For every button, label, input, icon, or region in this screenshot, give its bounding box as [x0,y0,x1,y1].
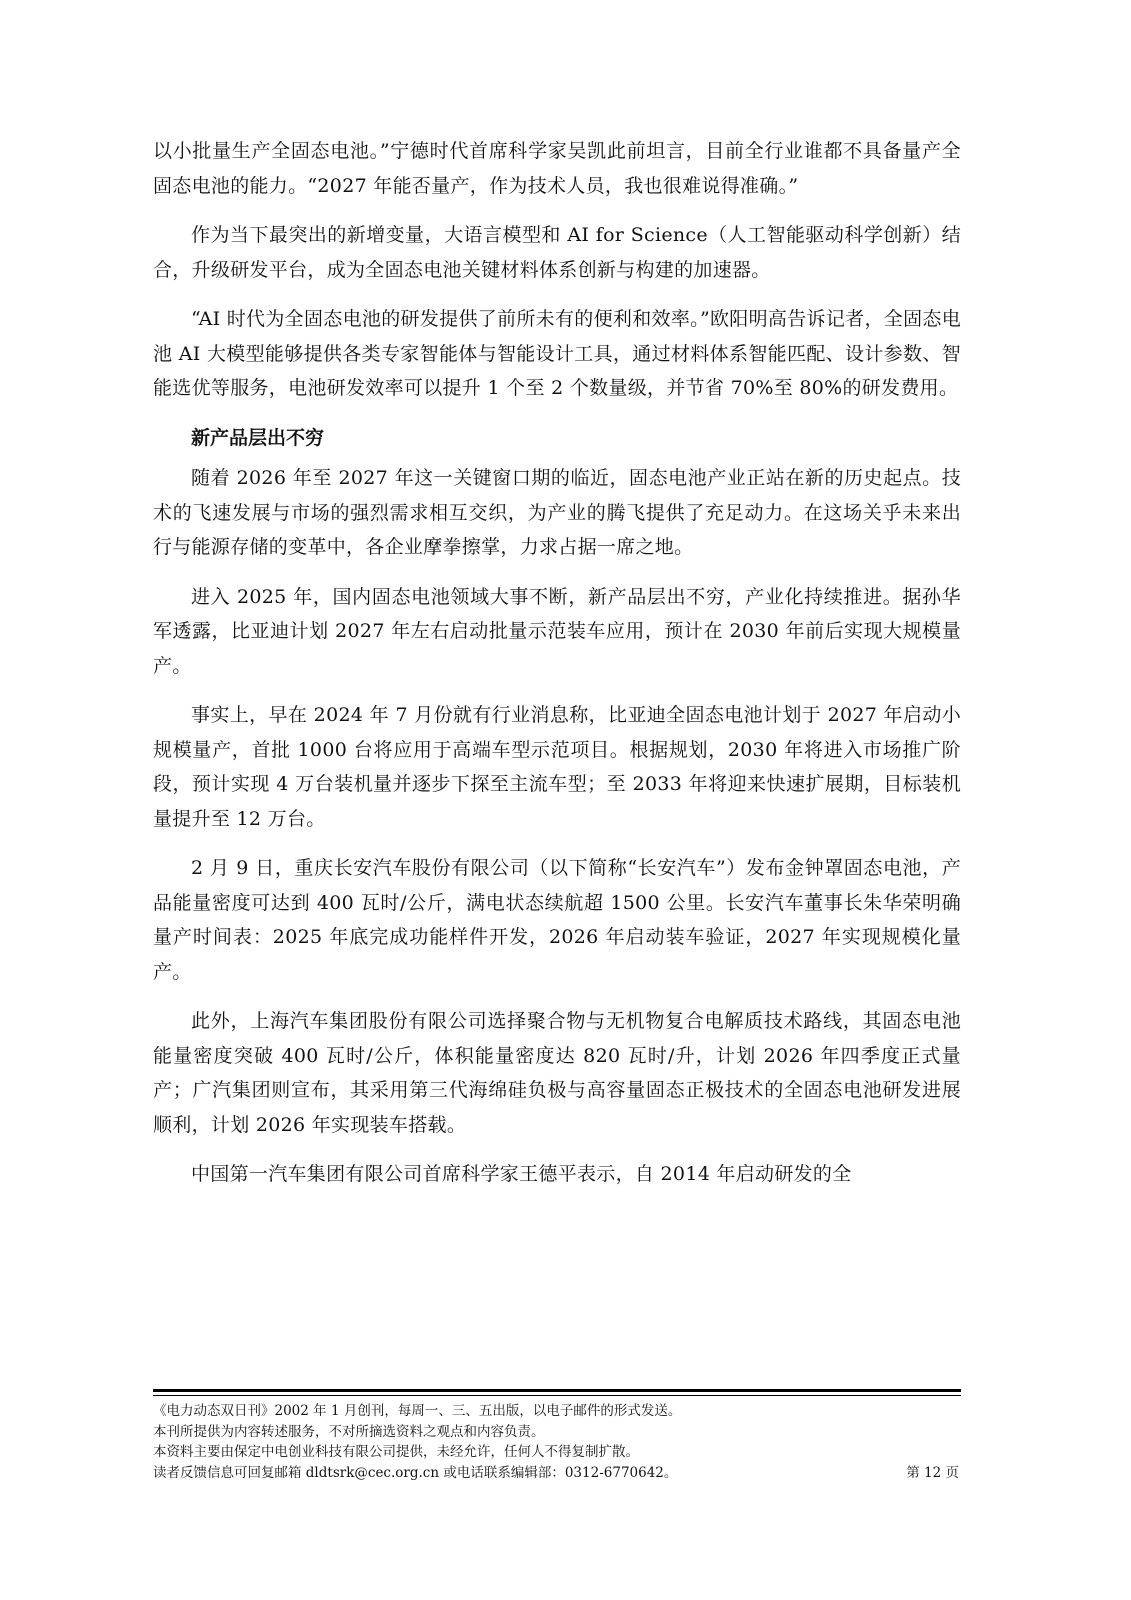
paragraph: 此外，上海汽车集团股份有限公司选择聚合物与无机物复合电解质技术路线，其固态电池能量密度突破 400 瓦时/公斤，体积能量密度达 820 瓦时/升，计划 2026 年四季度正式量产；广汽集团则宣布，其采用第三代海绵硅负极与高容量固态正极技术的全固态电池研发进展顺利，计划 2026 年实现装车搭载。 [153,1010,961,1136]
footer-divider-thick [153,1389,961,1392]
footer-publication-info: 《电力动态双日刊》2002 年 1 月创刊，每周一、三、五出版，以电子邮件的形式发送。 [153,1403,682,1419]
paragraph: 作为当下最突出的新增变量，大语言模型和 AI for Science（人工智能驱动科学创新）结合，升级研发平台，成为全固态电池关键材料体系创新与构建的加速器。 [153,224,961,281]
footer-contact-row [153,1463,961,1484]
paragraph: “AI 时代为全固态电池的研发提供了前所未有的便利和效率。”欧阳明高告诉记者，全固态电池 AI 大模型能够提供各类专家智能体与智能设计工具，通过材料体系智能匹配、设计参数、智能选优等服务，电池研发效率可以提升 1 个至 2 个数量级，并节省 70%至 80%的研发费用。 [153,308,961,399]
paragraph: 2 月 9 日，重庆长安汽车股份有限公司（以下简称“长安汽车”）发布金钟罩固态电池，产品能量密度可达到 400 瓦时/公斤，满电状态续航超 1500 公里。长安汽车董事长朱华荣明确量产时间表：2025 年底完成功能样件开发，2026 年启动装车验证，2027 年实现规模化量产。 [153,857,961,983]
paragraph-continuation: 以小批量生产全固态电池。”宁德时代首席科学家吴凯此前坦言，目前全行业谁都不具备量产全固态电池的能力。“2027 年能否量产，作为技术人员，我也很难说得准确。” [153,140,961,197]
article-body [153,134,961,1207]
paragraph: 中国第一汽车集团有限公司首席科学家王德平表示，自 2014 年启动研发的全 [191,1163,852,1185]
footer-copyright: 本资料主要由保定中电创业科技有限公司提供，未经允许，任何人不得复制扩散。 [153,1444,639,1460]
paragraph: 事实上，早在 2024 年 7 月份就有行业消息称，比亚迪全固态电池计划于 2027 年启动小规模量产，首批 1000 台将应用于高端车型示范项目。根据规划，2030 年将进入市场推广阶段，预计实现 4 万台装机量并逐步下探至主流车型；至 2033 年将迎来快速扩展期，目标装机量提升至 12 万台。 [153,704,961,830]
page-footer [153,1401,961,1483]
paragraph: 随着 2026 年至 2027 年这一关键窗口期的临近，固态电池产业正站在新的历史起点。技术的飞速发展与市场的强烈需求相互交织，为产业的腾飞提供了充足动力。在这场关乎未来出行与能源存储的变革中，各企业摩拳擦掌，力求占据一席之地。 [153,467,961,558]
page-number: 第 12 页 [906,1464,959,1481]
section-heading: 新产品层出不穷 [191,426,325,449]
footer-disclaimer: 本刊所提供为内容转述服务，不对所摘选资料之观点和内容负责。 [153,1423,545,1440]
footer-contact: 读者反馈信息可回复邮箱 dldtsrk@cec.org.cn 或电话联系编辑部：0312-6770642。 [153,1464,678,1481]
paragraph: 进入 2025 年，国内固态电池领域大事不断，新产品层出不穷，产业化持续推进。据孙华军透露，比亚迪计划 2027 年左右启动批量示范装车应用，预计在 2030 年前后实现大规模量产。 [153,585,961,677]
footer-divider-thin [153,1395,961,1396]
